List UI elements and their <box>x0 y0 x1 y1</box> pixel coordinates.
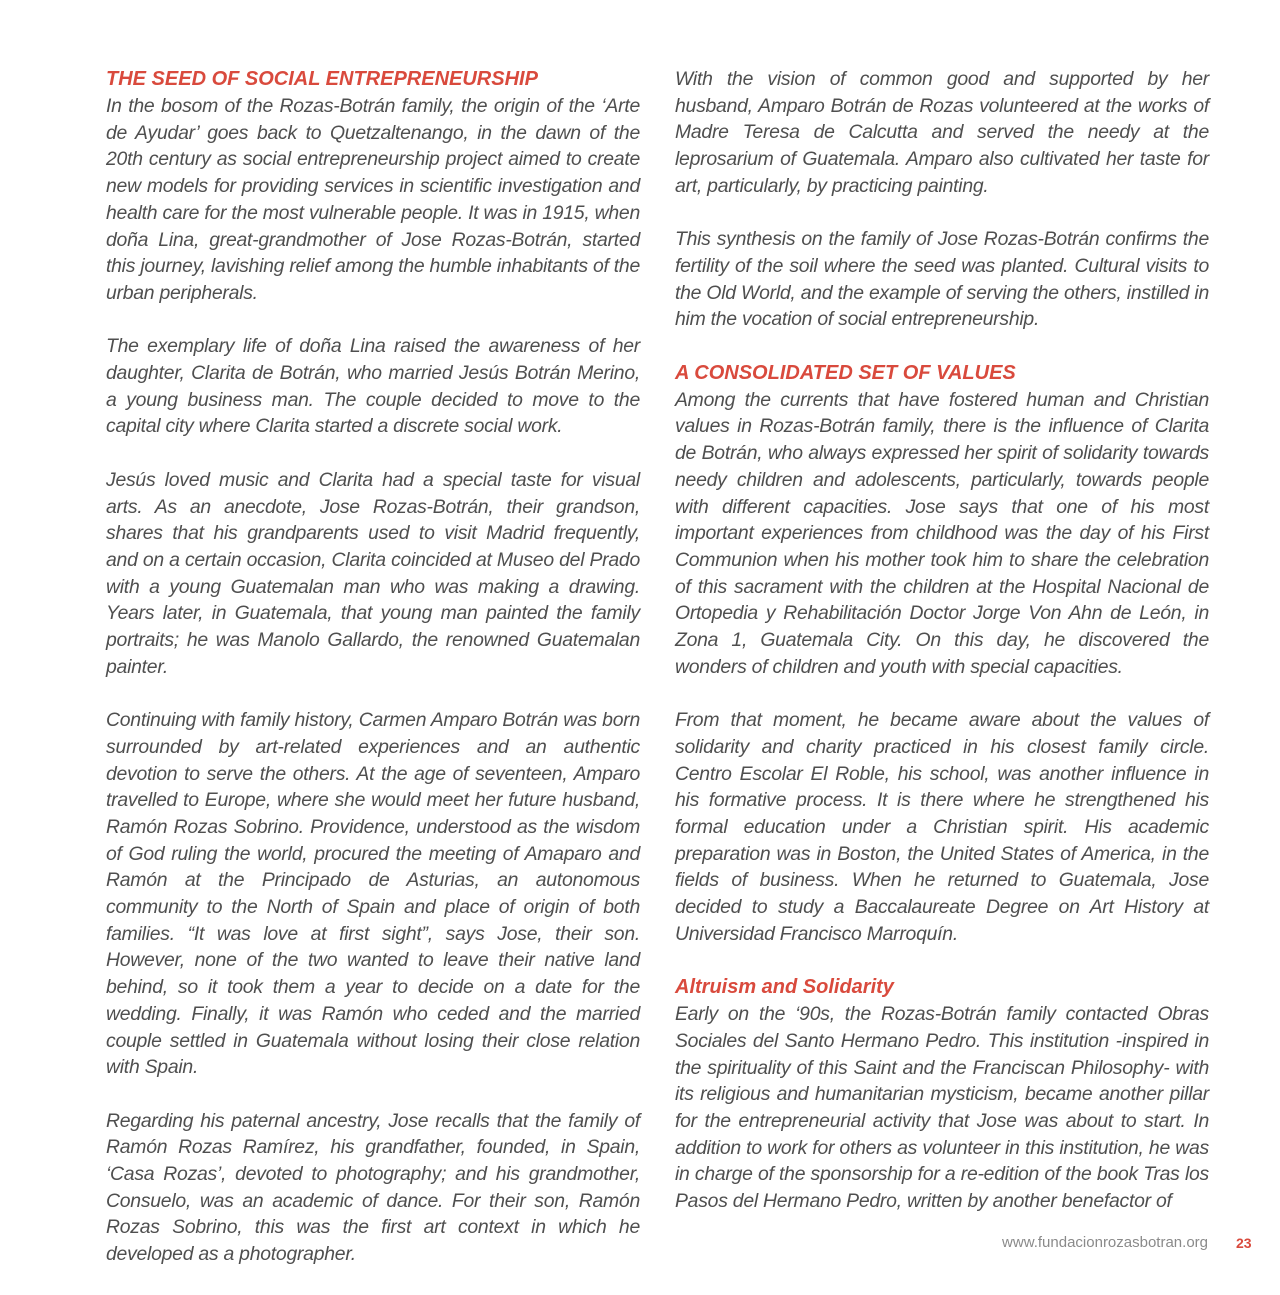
paragraph: In the bosom of the Rozas-Botrán family, the origin of the ‘Arte de Ayudar’ goes back to Quetzaltenango, in the dawn of the 20th century as social entrepreneurship project aimed to create new models for providing services in scientific investigation and health care for the most vulnerable people. It was in 1915, when doña Lina, great-grandmother of Jose Rozas-Botrán, started this journey, lavishing relief among the humble inhabitants of the urban peripherals. <box>106 95 640 304</box>
paragraph: Continuing with family history, Carmen Amparo Botrán was born surrounded by art-related experiences and an authentic devotion to serve the others. At the age of seventeen, Amparo travelled to Europe, where she would meet her future husband, Ramón Rozas Sobrino. Providence, understood as the wisdom of God ruling the world, procured the meeting of Amaparo and Ramón at the Principado de Asturias, an autonomous community to the North of Spain and place of origin of both families. “It was love at first sight”, says Jose, their son. However, none of the two wanted to leave their native land behind, so it took them a year to decide on a date for the wedding. Finally, it was Ramón who ceded and the married couple settled in Guatemala without losing their close relation with Spain. <box>106 709 640 1079</box>
paragraph: Regarding his paternal ancestry, Jose recalls that the family of Ramón Rozas Ramírez, his grandfather, founded, in Spain, ‘Casa Rozas’, devoted to photography; and his grandmother, Consuelo, was an academic of dance. For their son, Ramón Rozas Sobrino, this was the first art context in which he developed as a photographer. <box>106 1109 640 1266</box>
section-heading-values: A CONSOLIDATED SET OF VALUES <box>675 361 1016 384</box>
section-heading-altruism: Altruism and Solidarity <box>675 976 894 999</box>
paragraph: This synthesis on the family of Jose Rozas-Botrán confirms the fertility of the soil where the seed was planted. Cultural visits to the Old World, and the example of serving the others, instilled in him the vocation of social entrepreneurship. <box>675 228 1209 331</box>
paragraph: Jesús loved music and Clarita had a special taste for visual arts. As an anecdote, Jose Rozas-Botrán, their grandson, shares that his grandparents used to visit Madrid frequently, and on a certain occasion, Clarita coincided at Museo del Prado with a young Guatemalan man who was making a drawing. Years later, in Guatemala, that young man painted the family portraits; he was Manolo Gallardo, the renowned Guatemalan painter. <box>106 468 640 678</box>
page-number: 23 <box>1236 1235 1252 1251</box>
paragraph: From that moment, he became aware about the values of solidarity and charity practiced in his closest family circle. Centro Escolar El Roble, his school, was another influence in his formative process. It is there where he strengthened his formal education under a Christian spirit. His academic preparation was in Boston, the United States of America, in the fields of business. When he returned to Guatemala, Jose decided to study a Baccalaureate Degree on Art History at Universidad Francisco Marroquín. <box>675 709 1209 945</box>
paragraph: Early on the ‘90s, the Rozas-Botrán family contacted Obras Sociales del Santo Hermano Pedro. This institution -inspired in the spirituality of this Saint and the Franciscan Philosophy- with its religious and humanitarian mysticism, became another pillar for the entrepreneurial activity that Jose was about to start. In addition to work for others as volunteer in this institution, he was in charge of the sponsorship for a re-edition of the book Tras los Pasos del Hermano Pedro, written by another benefactor of <box>675 1003 1209 1213</box>
paragraph: Among the currents that have fostered human and Christian values in Rozas-Botrán family, there is the influence of Clarita de Botrán, who always expressed her spirit of solidarity towards needy children and adolescents, particularly, towards people with different capacities. Jose says that one of his most important experiences from childhood was the day of his First Communion when his mother took him to share the celebration of this sacrament with the children at the Hospital Nacional de Ortopedia y Rehabilitación Doctor Jorge Von Ahn de León, in Zona 1, Guatemala City. On this day, he discovered the wonders of children and youth with special capacities. <box>675 388 1209 678</box>
paragraph: The exemplary life of doña Lina raised the awareness of her daughter, Clarita de Botrán, who married Jesús Botrán Merino, a young business man. The couple decided to move to the capital city where Clarita started a discrete social work. <box>106 335 640 438</box>
section-heading-seed: THE SEED OF SOCIAL ENTREPRENEURSHIP <box>106 68 538 90</box>
right-column <box>675 66 1209 1241</box>
left-column <box>106 66 640 1295</box>
footer-website-link[interactable]: www.fundacionrozasbotran.org <box>1002 1234 1208 1251</box>
paragraph: With the vision of common good and supported by her husband, Amparo Botrán de Rozas volunteered at the works of Madre Teresa de Calcutta and served the needy at the leprosarium of Guatemala. Amparo also cultivated her taste for art, particularly, by practicing painting. <box>675 68 1209 197</box>
